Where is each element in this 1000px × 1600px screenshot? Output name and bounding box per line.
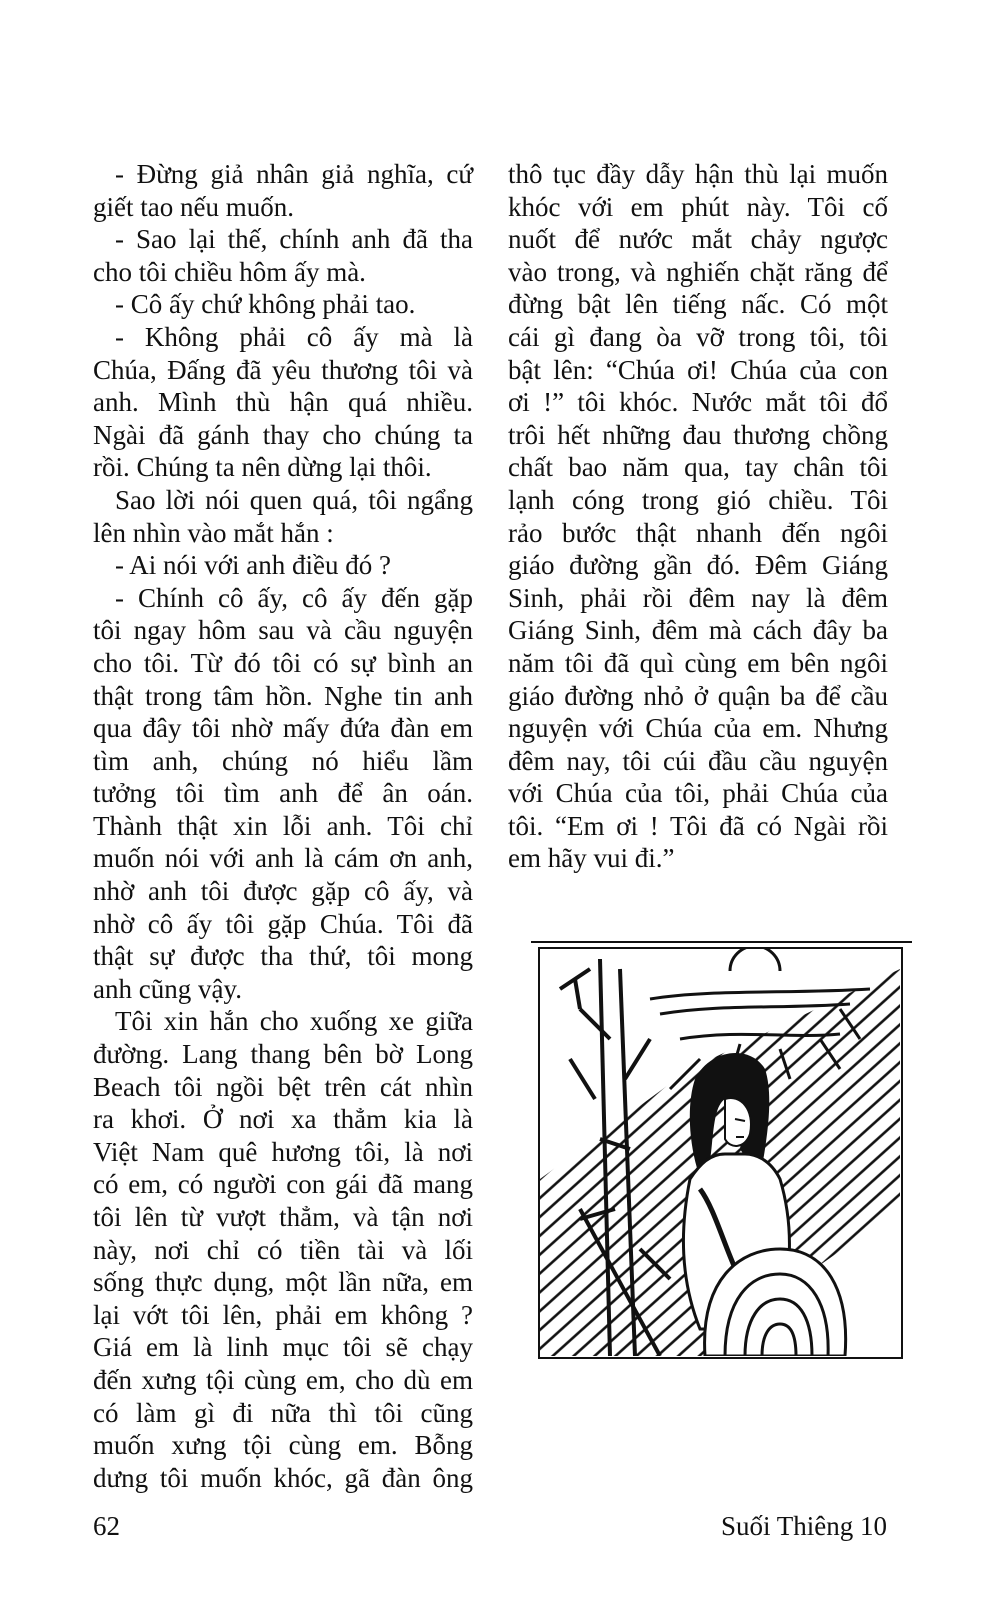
illustration-drawing [540,949,900,1356]
text-line: nuốt để nước mắt chảy ngược [508,224,888,255]
text-line: rảo bước thật nhanh đến ngôi [508,517,888,548]
text-line: bật lên: “Chúa ơi! Chúa của con [508,354,888,385]
text-line: lên nhìn vào mắt hắn : [93,517,334,548]
text-line: nhờ cô ấy tôi gặp Chúa. Tôi đã [93,908,473,939]
text-line: - Sao lại thế, chính anh đã tha [115,224,473,255]
text-line: đường. Lang thang bên bờ Long [93,1039,473,1070]
left-text-column [93,158,473,1494]
text-line: thô tục đầy dẫy hận thù lại muốn [508,159,888,189]
text-line: anh. Mình thù hận quá nhiều. [93,387,473,418]
text-line: khóc với em phút này. Tôi cố [508,191,888,222]
text-line: Sao lời nói quen quá, tôi ngẩng [115,484,473,515]
text-line: sống thực dụng, một lần nữa, em [93,1267,473,1298]
text-line: vào trong, và nghiến chặt răng để [508,256,888,287]
text-line: lạnh cóng trong gió chiều. Tôi [508,484,888,515]
text-line: Beach tôi ngồi bệt trên cát nhìn [93,1071,473,1102]
text-line: này, nơi chỉ có tiền tài và lối [93,1234,473,1265]
text-line: với Chúa của tôi, phải Chúa của [508,778,888,809]
text-line: cho tôi chiều hôm ấy mà. [93,256,366,287]
text-line: nguyện với Chúa của em. Nhưng [508,713,888,744]
text-line: giáo đường gần đó. Đêm Giáng [508,550,888,581]
text-line: - Không phải cô ấy mà là [115,321,473,352]
text-line: - Ai nói với anh điều đó ? [115,550,391,581]
text-line: đêm nay, tôi cúi đầu cầu nguyện [508,745,888,776]
illustration-top-rule [531,941,912,943]
publication-title: Suối Thiêng 10 [720,1511,887,1541]
text-line: tưởng tôi tìm anh để ân oán. [93,778,473,809]
text-line: cho tôi. Từ đó tôi có sự bình an [93,647,473,678]
text-line: em hãy vui đi.” [508,843,675,874]
text-line: thật trong tâm hồn. Nghe tin anh [93,680,473,711]
text-line: Chúa, Đấng đã yêu thương tôi và [93,354,473,385]
text-line: Ngài đã gánh thay cho chúng ta [93,419,473,450]
text-line: trôi hết những đau thương chồng [508,419,888,450]
text-line: cái gì đang òa vỡ trong tôi, tôi [508,321,888,352]
text-line: tìm anh, chúng nó hiểu lầm [93,745,473,776]
moon-shape [730,949,780,971]
text-line: Giáng Sinh, đêm mà cách đây ba [508,615,888,646]
text-line: đừng bật lên tiếng nấc. Có một [508,289,888,320]
text-line: - Đừng giả nhân giả nghĩa, cứ [115,159,473,189]
text-line: rồi. Chúng ta nên dừng lại thôi. [93,452,432,483]
text-line: đến xưng tội cùng em, cho dù em [93,1364,473,1395]
text-line: ra khơi. Ở nơi xa thẳm kia là [93,1104,473,1135]
text-line: giáo đường nhỏ ở quận ba để cầu [508,680,888,711]
illustration [538,947,903,1359]
text-line: tôi. “Em ơi ! Tôi đã có Ngài rồi [508,810,888,841]
text-line: Thành thật xin lỗi anh. Tôi chỉ [93,810,473,841]
text-line: muốn nói với anh là cám ơn anh, [93,843,473,874]
text-line: nhờ anh tôi được gặp cô ấy, và [93,876,473,907]
text-line: Tôi xin hắn cho xuống xe giữa [115,1006,473,1037]
text-line: anh cũng vậy. [93,973,242,1004]
text-line: ơi !” tôi khóc. Nước mắt tôi đổ [508,387,888,418]
text-line: dưng tôi muốn khóc, gã đàn ông [93,1462,473,1493]
text-line: có em, có người con gái đã mang [93,1169,473,1200]
text-line: chất bao năm qua, tay chân tôi [508,452,888,483]
text-line: - Chính cô ấy, cô ấy đến gặp [115,582,473,613]
text-line: giết tao nếu muốn. [93,191,294,222]
text-line: Giá em là linh mục tôi sẽ chạy [93,1332,473,1363]
text-line: qua đây tôi nhờ mấy đứa đàn em [93,713,473,744]
text-line: tôi lên từ vượt thẳm, và tận nơi [93,1202,473,1232]
text-line: muốn xưng tội cùng em. Bỗng [93,1430,473,1461]
text-line: có làm gì đi nữa thì tôi cũng [93,1397,473,1428]
text-line: lại vớt tôi lên, phải em không ? [93,1299,473,1330]
right-text-column [508,158,888,875]
text-line: - Cô ấy chứ không phải tao. [115,289,416,320]
text-line: Việt Nam quê hương tôi, là nơi [93,1136,473,1167]
text-line: thật sự được tha thứ, tôi mong [93,941,473,972]
text-line: năm tôi đã quì cùng em bên ngôi [508,647,888,678]
text-line: Sinh, phải rồi đêm nay là đêm [508,582,888,613]
text-line: tôi ngay hôm sau và cầu nguyện [93,615,473,646]
page-number: 62 [93,1511,120,1541]
